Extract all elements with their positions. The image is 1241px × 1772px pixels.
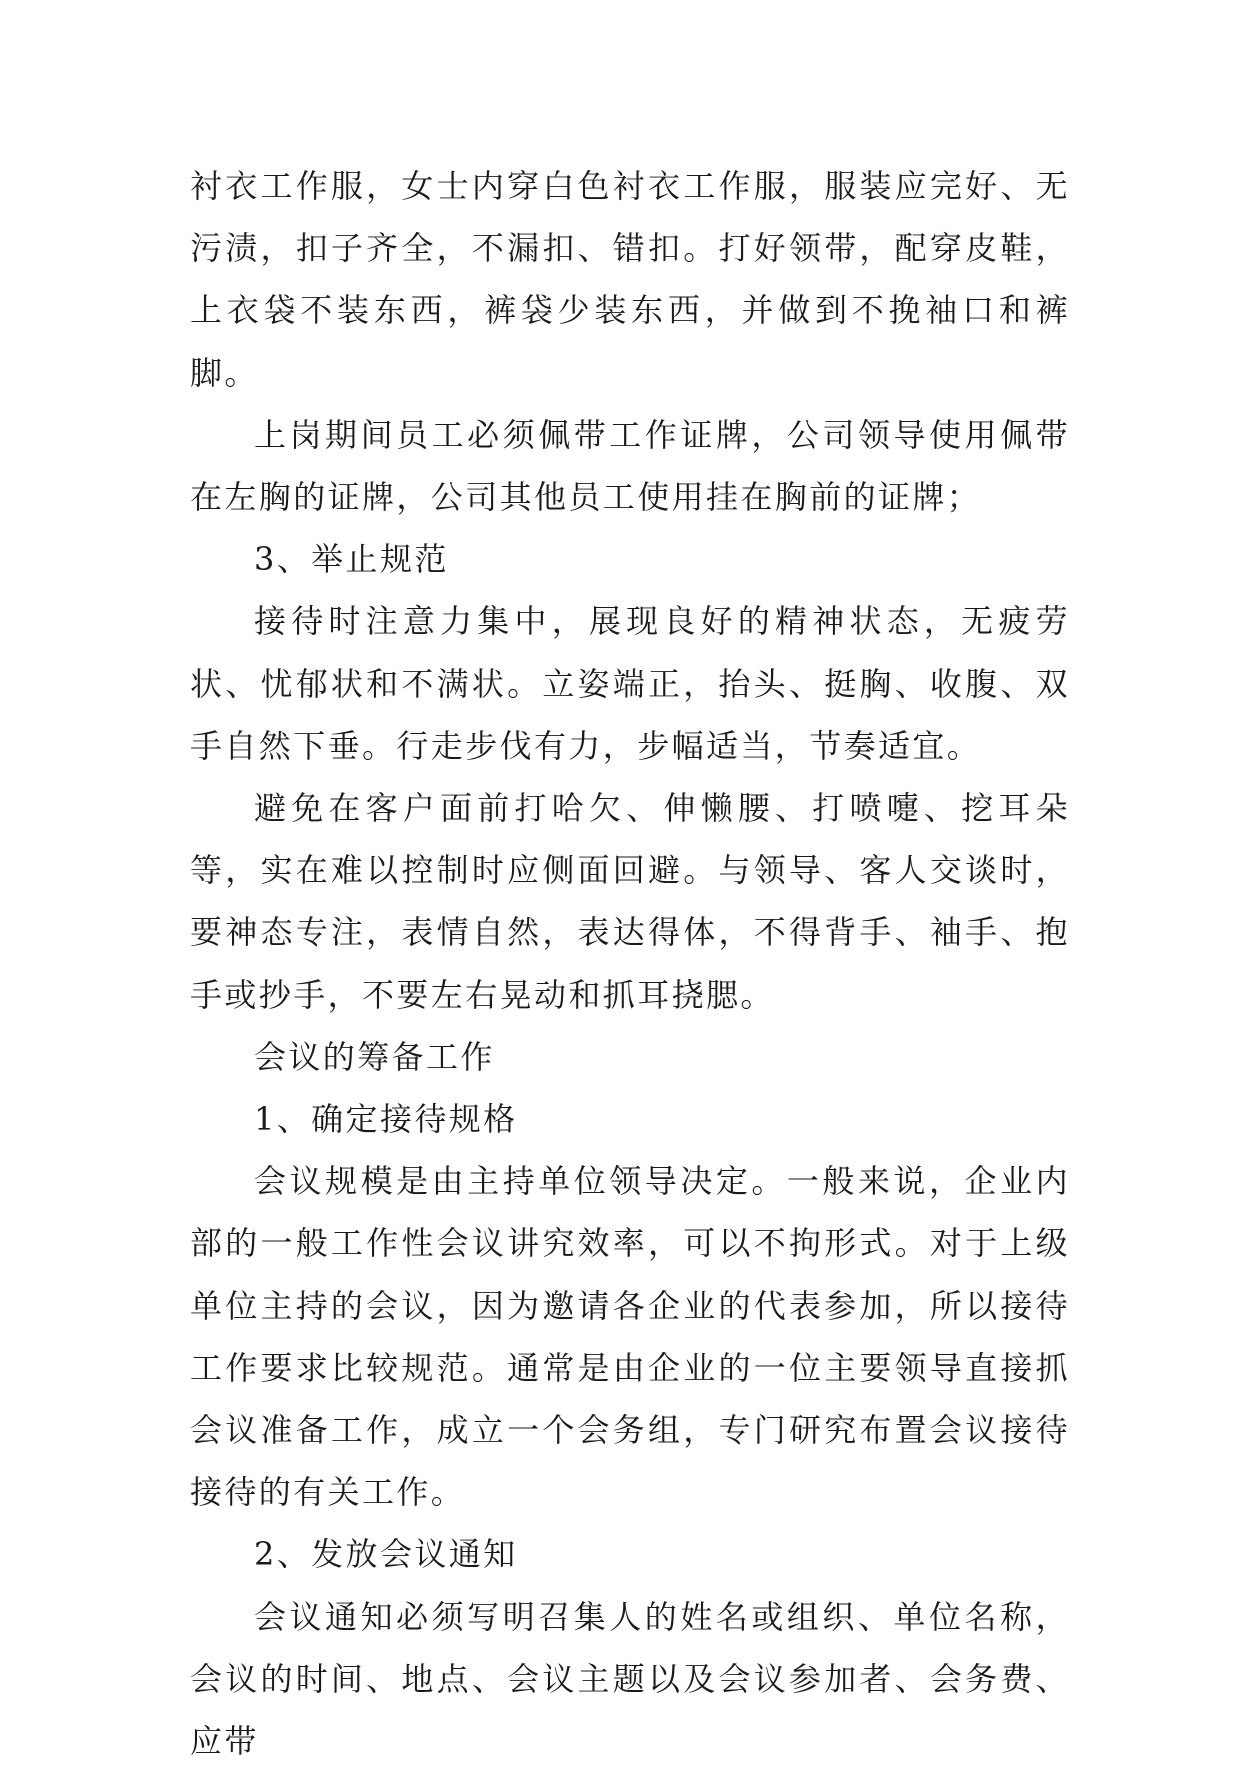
paragraph-reception-posture: 接待时注意力集中，展现良好的精神状态，无疲劳状、忧郁状和不满状。立姿端正，抬头、挺胸、收腹、双手自然下垂。行走步伐有力，步幅适当，节奏适宜。 (190, 602, 1070, 765)
paragraph-uniform-description: 衬衣工作服，女士内穿白色衬衣工作服，服装应完好、无污渍，扣子齐全，不漏扣、错扣。打好领带，配穿皮鞋，上衣袋不装东西，裤袋少装东西，并做到不挽袖口和裤脚。 (190, 167, 1070, 392)
paragraph-notice-content: 会议通知必须写明召集人的姓名或组织、单位名称，会议的时间、地点、会议主题以及会议参加者、会务费、应带 (190, 1597, 1070, 1761)
paragraph-avoid-behaviors: 避免在客户面前打哈欠、伸懒腰、打喷嚏、挖耳朵等，实在难以控制时应侧面回避。与领导、客人交谈时，要神态专注，表情自然，表达得体，不得背手、袖手、抱手或抄手，不要左右晃动和抓耳挠腮。 (190, 789, 1070, 1014)
section-heading-behavior: 3、举止规范 (254, 540, 449, 579)
section-heading-meeting-prep: 会议的筹备工作 (254, 1037, 495, 1076)
section-heading-reception-level: 1、确定接待规格 (254, 1100, 518, 1139)
section-heading-meeting-notice: 2、发放会议通知 (254, 1535, 518, 1574)
paragraph-meeting-scale: 会议规模是由主持单位领导决定。一般来说，企业内部的一般工作性会议讲究效率，可以不拘形式。对于上级单位主持的会议，因为邀请各企业的代表参加，所以接待工作要求比较规范。通常是由企业的一位主要领导直接抓会议准备工作，成立一个会务组，专门研究布置会议接待接待的有关工作。 (190, 1162, 1070, 1512)
paragraph-badge-rules: 上岗期间员工必须佩带工作证牌，公司领导使用佩带在左胸的证牌，公司其他员工使用挂在胸前的证牌； (190, 415, 1070, 517)
document-body (190, 155, 1070, 1772)
